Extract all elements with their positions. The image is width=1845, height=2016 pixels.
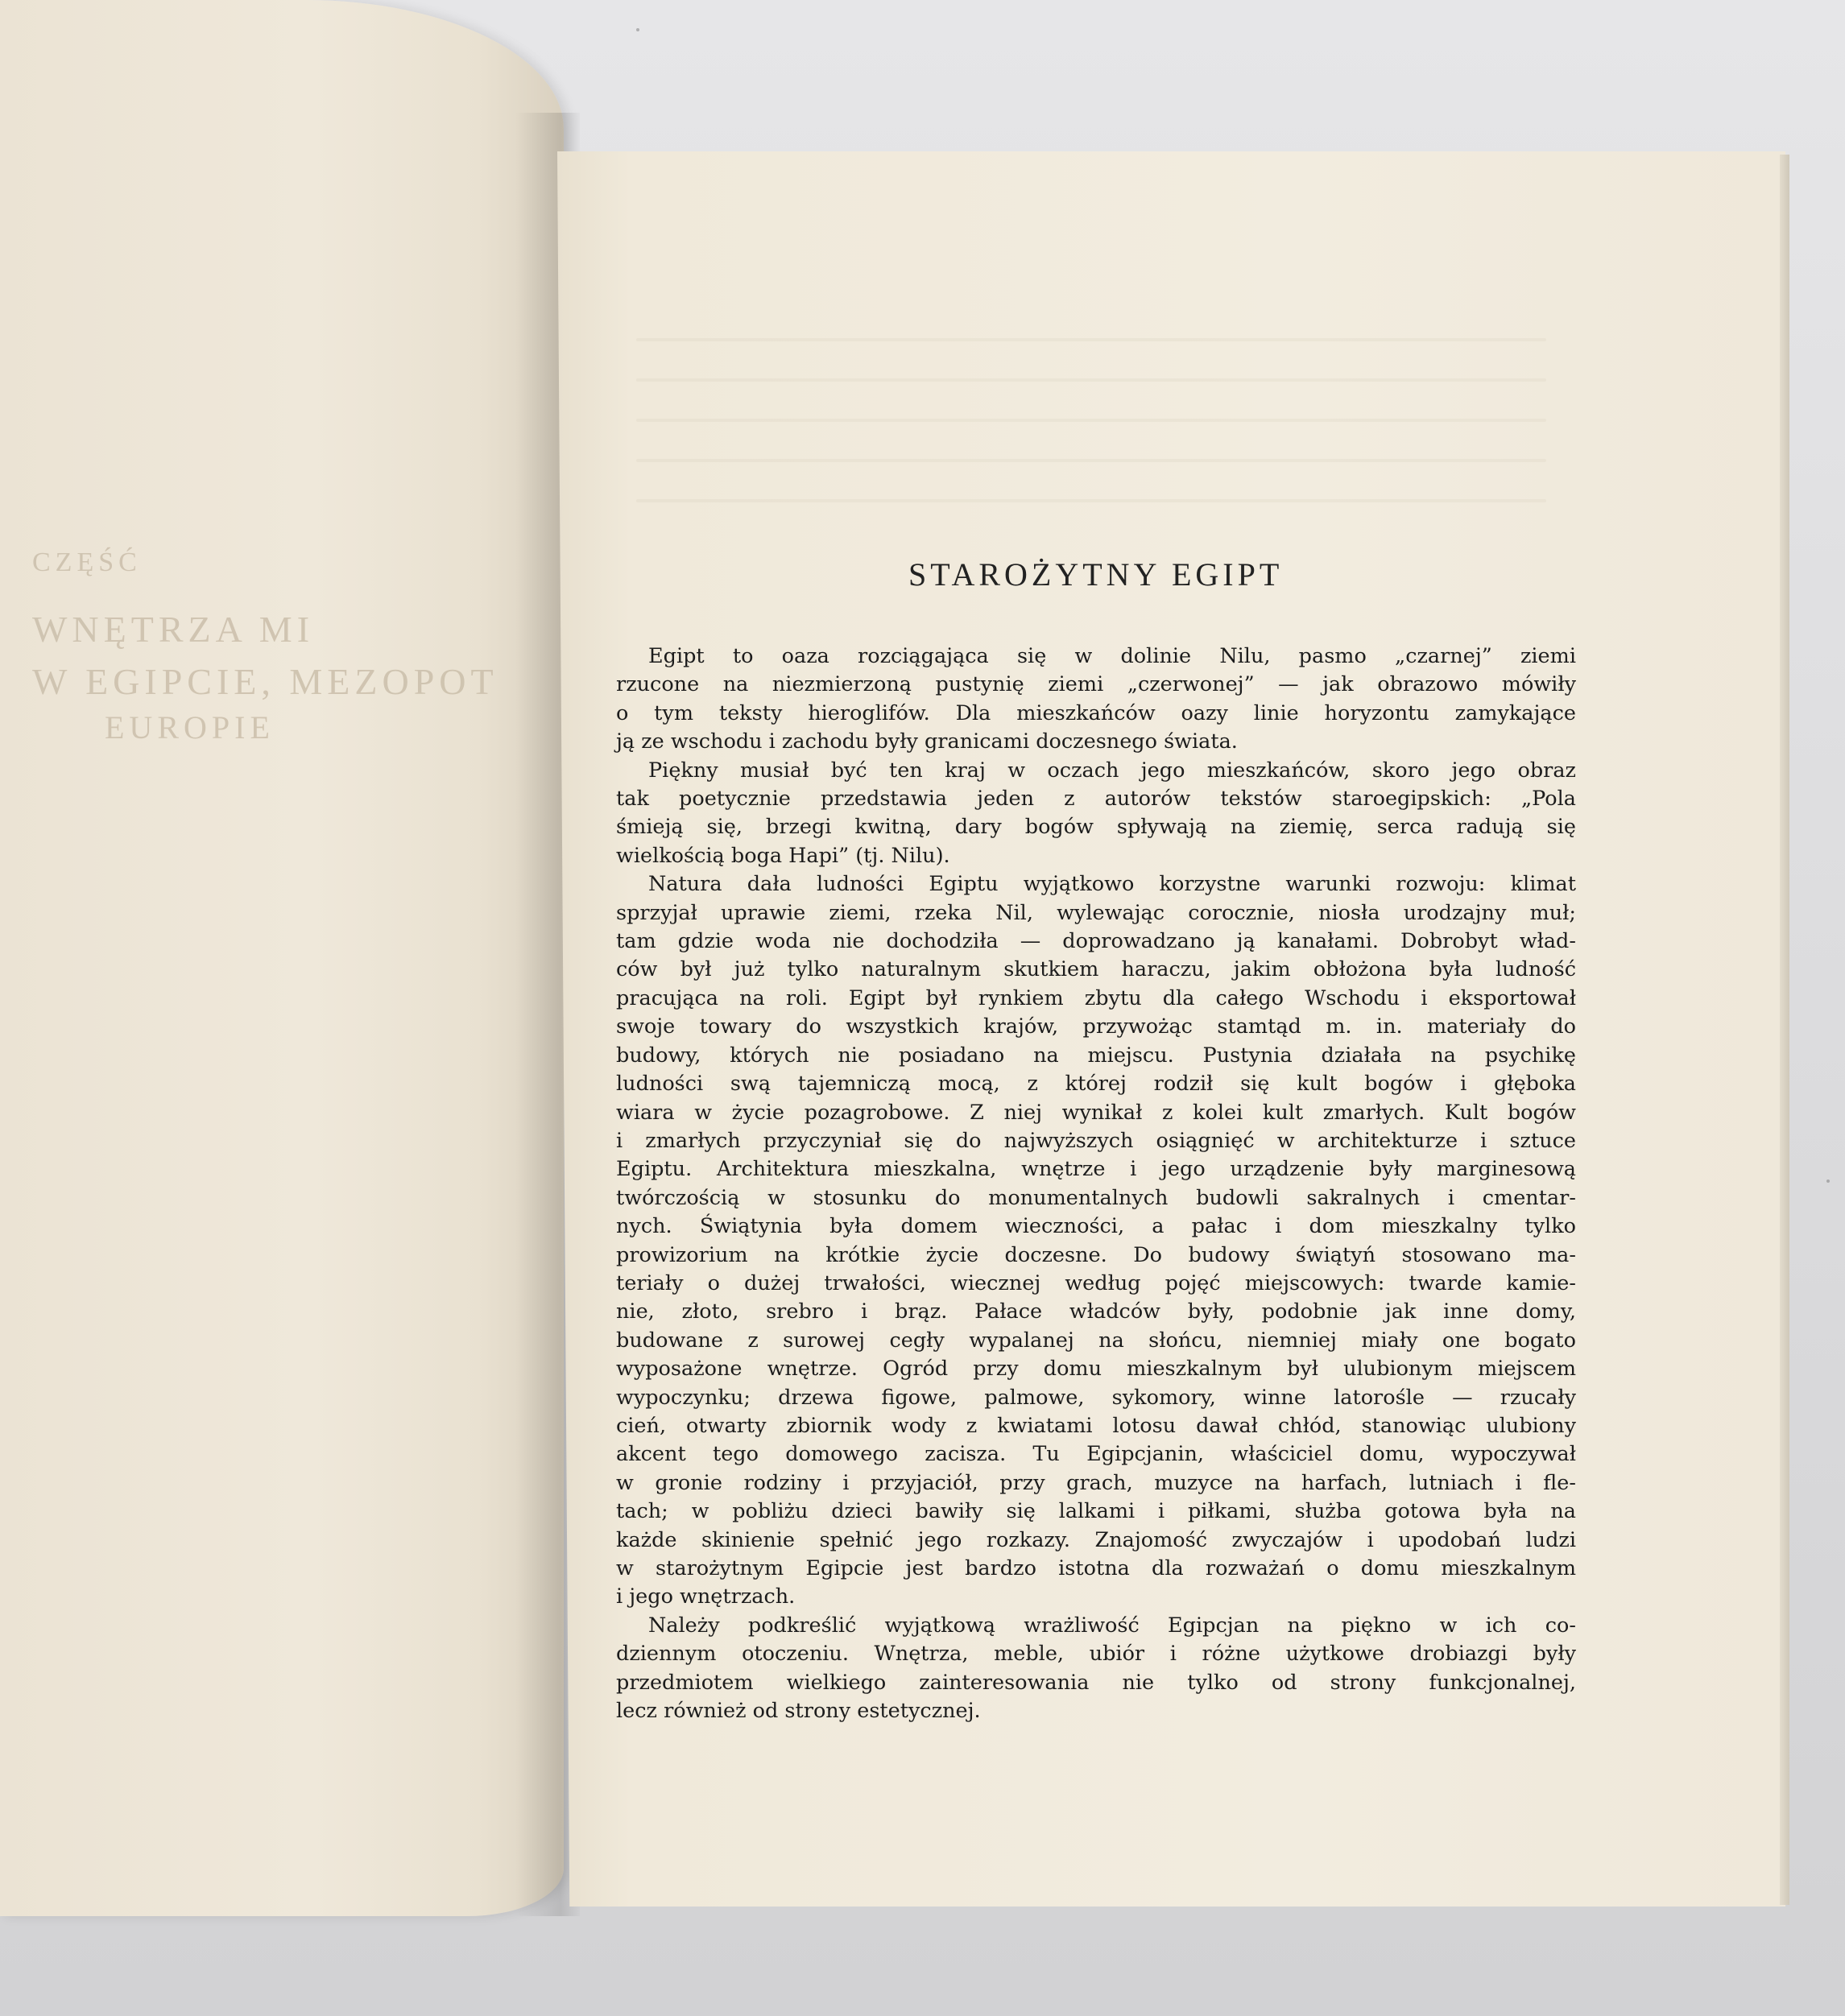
- text-line: pracująca na roli. Egipt był rynkiem zbytu dla całego Wschodu i eksportował: [616, 985, 1576, 1010]
- ghost-text: EUROPIE: [105, 709, 275, 746]
- body-text: [616, 642, 1576, 1725]
- text-line: śmieją się, brzegi kwitną, dary bogów spływają na ziemię, serca radują się: [616, 815, 1576, 840]
- text-line: w starożytnym Egipcie jest bardzo istotna dla rozważań o domu mieszkalnym: [616, 1556, 1576, 1580]
- ghost-text: WNĘTRZA MI: [32, 609, 315, 650]
- text-line: i jego wnętrzach.: [616, 1584, 796, 1609]
- text-line: i zmarłych przyczyniał się do najwyższych osiągnięć w architekturze i sztuce: [616, 1128, 1576, 1153]
- show-through-line: [636, 378, 1546, 382]
- text-line: przedmiotem wielkiego zainteresowania nie tylko od strony funkcjonalnej,: [616, 1670, 1576, 1695]
- text-line: Natura dała ludności Egiptu wyjątkowo korzystne warunki rozwoju: klimat: [648, 872, 1576, 897]
- dust-speck: [1826, 1179, 1830, 1183]
- page-edge: [1780, 155, 1789, 1905]
- show-through-line: [636, 499, 1546, 502]
- text-line: ją ze wschodu i zachodu były granicami doczesnego świata.: [616, 729, 1238, 754]
- ghost-text: CZĘŚĆ: [32, 547, 142, 577]
- text-line: każde skinienie spełnić jego rozkazy. Znajomość zwyczajów i upodobań ludzi: [616, 1527, 1576, 1552]
- text-line: wyposażone wnętrze. Ogród przy domu mieszkalnym był ulubionym miejscem: [616, 1357, 1576, 1382]
- text-line: nie, złoto, srebro i brąz. Pałace władców były, podobnie jak inne domy,: [616, 1299, 1576, 1324]
- text-line: rzucone na niezmierzoną pustynię ziemi „czerwonej” — jak obrazowo mówiły: [616, 672, 1576, 697]
- ghost-text: W EGIPCIE, MEZOPOT: [32, 661, 498, 702]
- text-line: budowane z surowej cegły wypalanej na słońcu, niemniej miały one bogato: [616, 1328, 1576, 1353]
- text-line: budowy, których nie posiadano na miejscu. Pustynia działała na psychikę: [616, 1043, 1576, 1068]
- text-line: wielkością boga Hapi” (tj. Nilu).: [616, 843, 950, 868]
- text-line: nych. Świątynia była domem wieczności, a pałac i dom mieszkalny tylko: [616, 1214, 1576, 1239]
- text-line: tach; w pobliżu dzieci bawiły się lalkami i piłkami, służba gotowa była na: [616, 1499, 1576, 1524]
- text-line: dziennym otoczeniu. Wnętrza, meble, ubiór i różne użytkowe drobiazgi były: [616, 1642, 1576, 1667]
- text-line: Należy podkreślić wyjątkową wrażliwość Egipcjan na piękno w ich co-: [648, 1613, 1576, 1638]
- dust-speck: [636, 28, 639, 31]
- text-line: lecz również od strony estetycznej.: [616, 1699, 981, 1724]
- text-line: teriały o dużej trwałości, wiecznej według pojęć miejscowych: twarde kamie-: [616, 1270, 1576, 1295]
- text-line: ludności swą tajemniczą mocą, z której rodził się kult bogów i głęboka: [616, 1072, 1576, 1097]
- text-line: Egiptu. Architektura mieszkalna, wnętrze i jego urządzenie były marginesową: [616, 1157, 1576, 1182]
- text-line: cień, otwarty zbiornik wody z kwiatami lotosu dawał chłód, stanowiąc ulubiony: [616, 1413, 1576, 1438]
- text-line: sprzyjał uprawie ziemi, rzeka Nil, wylewając corocznie, niosła urodzajny muł;: [616, 900, 1576, 925]
- text-line: Piękny musiał być ten kraj w oczach jego mieszkańców, skoro jego obraz: [648, 758, 1576, 783]
- text-line: swoje towary do wszystkich krajów, przywożąc stamtąd m. in. materiały do: [616, 1014, 1576, 1039]
- text-line: wiara w życie pozagrobowe. Z niej wynikał z kolei kult zmarłych. Kult bogów: [616, 1100, 1576, 1125]
- text-line: akcent tego domowego zacisza. Tu Egipcjanin, właściciel domu, wypoczywał: [616, 1442, 1576, 1467]
- show-through-line: [636, 338, 1546, 341]
- text-line: Egipt to oaza rozciągająca się w dolinie Nilu, pasmo „czarnej” ziemi: [648, 644, 1576, 668]
- text-line: tam gdzie woda nie dochodziła — doprowadzano ją kanałami. Dobrobyt wład-: [616, 929, 1576, 954]
- show-through-line: [636, 459, 1546, 462]
- text-line: wypoczynku; drzewa figowe, palmowe, sykomory, winne latorośle — rzucały: [616, 1385, 1576, 1410]
- text-line: prowizorium na krótkie życie doczesne. Do budowy świątyń stosowano ma-: [616, 1242, 1576, 1267]
- text-line: w gronie rodziny i przyjaciół, przy grach, muzyce na harfach, lutniach i fle-: [616, 1470, 1576, 1495]
- text-line: tak poetycznie przedstawia jeden z autorów tekstów staroegipskich: „Pola: [616, 787, 1576, 812]
- text-line: ców był już tylko naturalnym skutkiem haraczu, jakim obłożona była ludność: [616, 957, 1576, 982]
- text-line: twórczością w stosunku do monumentalnych budowli sakralnych i cmentar-: [616, 1185, 1576, 1210]
- chapter-title: STAROŻYTNY EGIPT: [908, 556, 1284, 593]
- left-page: [0, 0, 564, 1916]
- show-through-line: [636, 419, 1546, 422]
- text-line: o tym teksty hieroglifów. Dla mieszkańców oazy linie horyzontu zamykające: [616, 700, 1576, 725]
